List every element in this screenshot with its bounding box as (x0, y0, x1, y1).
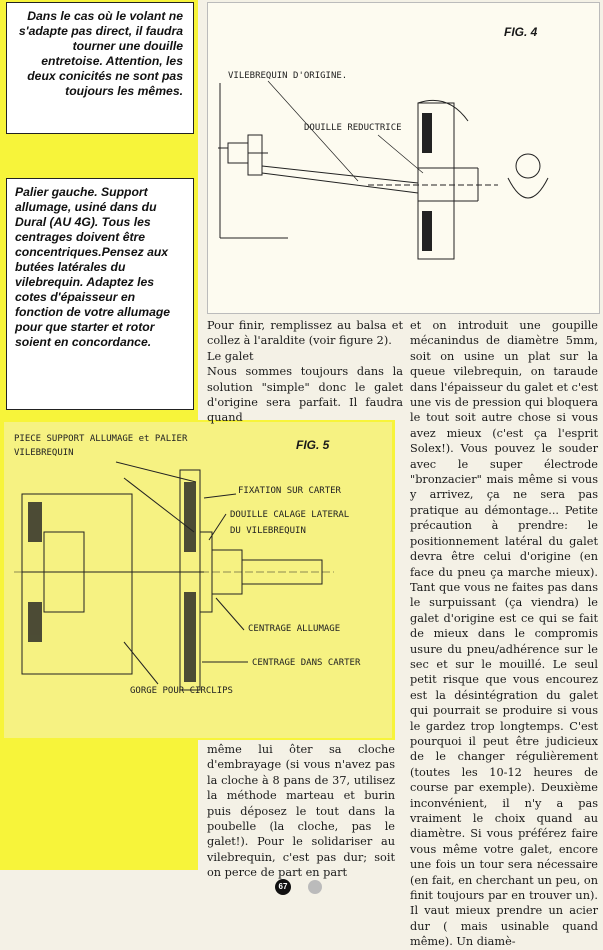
fig5-annot-fixation: FIXATION SUR CARTER (238, 486, 341, 496)
fig5-annot-douille1: DOUILLE CALAGE LATERAL (230, 510, 350, 520)
fig5-annot-centrage-allumage: CENTRAGE ALLUMAGE (248, 624, 341, 634)
figure-4 (207, 2, 600, 314)
note-bearing-text: Palier gauche. Support allumage, usiné dans du Dural (AU 4G). Tous les centrages doivent être concentriques.Pensez aux butées latérales du vilebrequin. Adaptez les cotes d'épaisseur en fonction de votre allumage pour que starter et rotor soient en concordance. (15, 185, 171, 349)
fig5-drawing (4, 422, 392, 738)
fig5-annot-centrage-carter: CENTRAGE DANS CARTER (252, 658, 361, 668)
note-box-flywheel (6, 2, 194, 134)
paragraph-finish: Pour finir, remplissez au balsa et collez à l'araldite (voir figure 2). (207, 319, 403, 348)
paragraph-cloche: même lui ôter sa cloche d'embrayage (si vous n'avez pas la cloche à 8 pans de 37, utilisez la méthode marteau et burin puis déposez le tout dans la poubelle (la cloche, pas le galet!). Pour le solidariser au vilebrequin, c'est pas dur; soit on perce de part en part (207, 743, 395, 880)
fig4-drawing (208, 3, 601, 315)
fig4-annot-douille: DOUILLE REDUCTRICE (304, 123, 402, 133)
note-flywheel-text: Dans le cas où le volant ne s'adapte pas direct, il faudra tourner une douille entretoise. Attention, les deux conicités ne sont pas toujours les mêmes. (18, 9, 183, 98)
fig4-label: FIG. 4 (504, 25, 538, 39)
fig5-annot-title2: VILEBREQUIN (14, 448, 74, 458)
fig5-annot-gorge: GORGE POUR CIRCLIPS (130, 686, 233, 696)
page-number: 67 (275, 879, 291, 895)
body-column-right (410, 318, 598, 950)
paragraph-goupille: et on introduit une goupille mécanindus de diamètre 5mm, soit on usine un plat sur la queue vilebrequin, on taraude dans l'épaisseur du galet et c'est une vis de pression qui bloquera le tout soit autre chose si vous avez mieux (c'est ça l'esprit Solex!). Vous pouvez le souder avec le super électrode "bronzacier" mais même si vous y arrivez, ça ne sera pas pratique au démontage... Petite précaution à prendre: le positionnement latéral du galet devra être celui d'origine (en face du pneu ça marche mieux). Tant que vous ne faites pas dans le surpuissant (ça viendra) le galet d'origine est ce qui se fait de mieux dans le compromis usure du pneu/adhérence sur le sec et sur le mouillé. Le seul petit risque que vous encourez est la désintégration du galet qui pourrait se produire si vous le gardez trop longtemps. C'est pourquoi il peut être judicieux de le changer régulièrement (toutes les 10-12 heures de course par exemple). Deuxième inconvénient, il n'y a pas vraiment le choix quand au diamètre. Si vous préférez faire vous même votre galet, encore une fois un tour sera nécessaire (en fait, en cherchant un peu, on finit toujours par en trouver un). Il vaut mieux prendre un acier dur ( mais usinable quand même). Un diamè- (410, 319, 598, 949)
figure-5 (4, 422, 392, 738)
page-marker-dot (308, 880, 322, 894)
fig5-label: FIG. 5 (296, 438, 330, 452)
fig5-annot-douille2: DU VILEBREQUIN (230, 526, 306, 536)
fig4-annot-vilebrequin: VILEBREQUIN D'ORIGINE. (228, 71, 348, 81)
paragraph-galet-intro: Nous sommes toujours dans la solution "simple" donc le galet d'origine sera parfait. Il faudra quand (207, 365, 403, 425)
fig5-annot-title1: PIECE SUPPORT ALLUMAGE et PALIER (14, 434, 188, 444)
note-box-bearing (6, 178, 194, 410)
section-heading-galet: Le galet (207, 349, 254, 363)
body-column-middle-bottom (207, 742, 395, 881)
body-column-middle-top (207, 318, 403, 426)
